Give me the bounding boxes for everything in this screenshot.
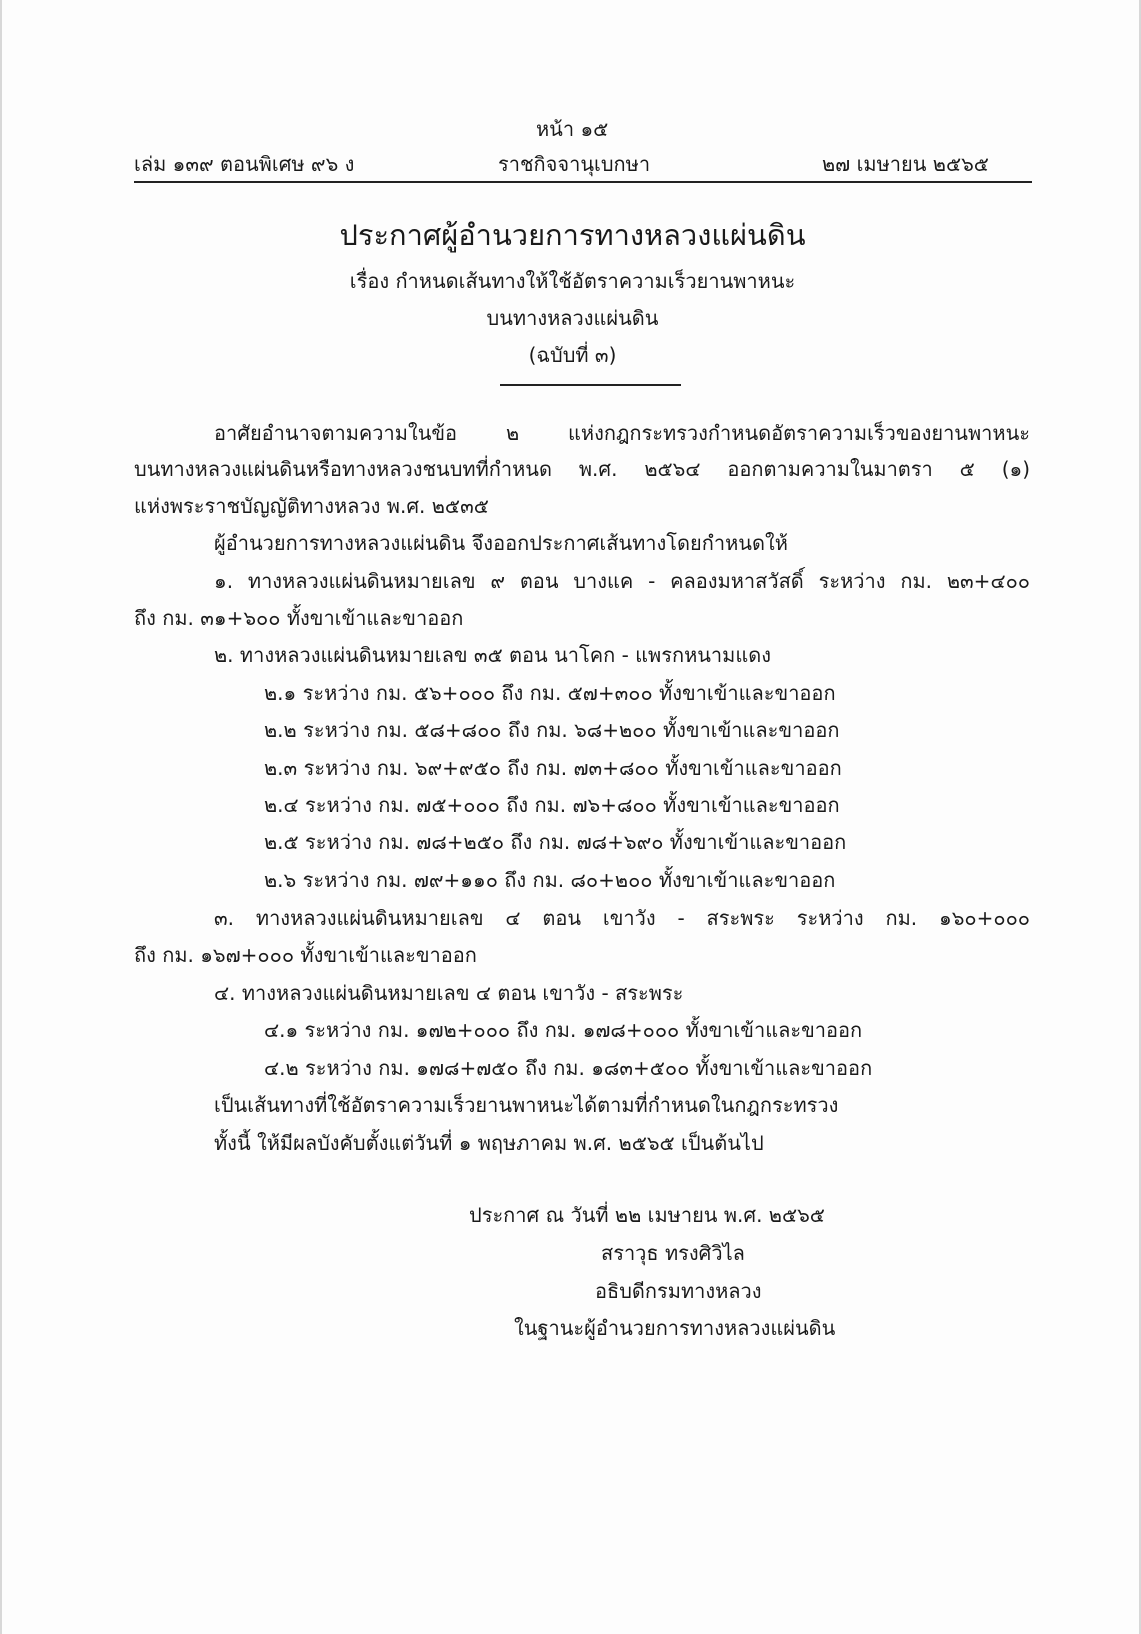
preamble-line-1: อาศัยอำนาจตามความในข้อ ๒ แห่งกฎกระทรวงกำหนดอัตราความเร็วของยานพาหนะ xyxy=(214,421,1030,445)
announcement-date: ประกาศ ณ วันที่ ๒๒ เมษายน พ.ศ. ๒๕๖๕ xyxy=(469,1203,825,1227)
item-1-line-2: ถึง กม. ๓๑+๖๐๐ ทั้งขาเข้าและขาออก xyxy=(134,606,464,630)
item-2-5: ๒.๕ ระหว่าง กม. ๗๘+๒๕๐ ถึง กม. ๗๘+๖๙๐ ทั้งขาเข้าและขาออก xyxy=(264,830,847,854)
volume-info: เล่ม ๑๓๙ ตอนพิเศษ ๙๖ ง xyxy=(134,152,355,176)
subject-line-2: บนทางหลวงแผ่นดิน xyxy=(486,306,659,330)
item-2-4: ๒.๔ ระหว่าง กม. ๗๕+๐๐๐ ถึง กม. ๗๖+๘๐๐ ทั้งขาเข้าและขาออก xyxy=(264,793,840,817)
preamble-line-4: ผู้อำนวยการทางหลวงแผ่นดิน จึงออกประกาศเส้นทางโดยกำหนดให้ xyxy=(214,531,788,555)
signatory-capacity: ในฐานะผู้อำนวยการทางหลวงแผ่นดิน xyxy=(514,1316,836,1340)
item-2-1: ๒.๑ ระหว่าง กม. ๕๖+๐๐๐ ถึง กม. ๕๗+๓๐๐ ทั้งขาเข้าและขาออก xyxy=(264,681,836,705)
closing-line-2: ทั้งนี้ ให้มีผลบังคับตั้งแต่วันที่ ๑ พฤษภาคม พ.ศ. ๒๕๖๕ เป็นต้นไป xyxy=(214,1131,764,1155)
preamble-line-2: บนทางหลวงแผ่นดินหรือทางหลวงชนบทที่กำหนด พ.ศ. ๒๕๖๔ ออกตามความในมาตรา ๕ (๑) xyxy=(134,457,1030,481)
item-2-2: ๒.๒ ระหว่าง กม. ๕๘+๘๐๐ ถึง กม. ๖๘+๒๐๐ ทั้งขาเข้าและขาออก xyxy=(264,718,840,742)
preamble-line-3: แห่งพระราชบัญญัติทางหลวง พ.ศ. ๒๕๓๕ xyxy=(134,494,489,518)
signatory-name: สราวุธ ทรงศิวิไล xyxy=(601,1241,745,1265)
item-4-2: ๔.๒ ระหว่าง กม. ๑๗๘+๗๕๐ ถึง กม. ๑๘๓+๕๐๐ ทั้งขาเข้าและขาออก xyxy=(264,1056,873,1080)
gazette-name: ราชกิจจานุเบกษา xyxy=(498,152,651,176)
item-2-6: ๒.๖ ระหว่าง กม. ๗๙+๑๑๐ ถึง กม. ๘๐+๒๐๐ ทั้งขาเข้าและขาออก xyxy=(264,868,836,892)
item-4-heading: ๔. ทางหลวงแผ่นดินหมายเลข ๔ ตอน เขาวัง - สระพระ xyxy=(214,981,684,1005)
item-1-line-1: ๑. ทางหลวงแผ่นดินหมายเลข ๙ ตอน บางแค - คลองมหาสวัสดิ์ ระหว่าง กม. ๒๓+๔๐๐ xyxy=(214,569,1030,593)
signatory-position: อธิบดีกรมทางหลวง xyxy=(595,1279,762,1303)
edition-number: (ฉบับที่ ๓) xyxy=(528,343,617,367)
item-2-heading: ๒. ทางหลวงแผ่นดินหมายเลข ๓๕ ตอน นาโคก - แพรกหนามแดง xyxy=(214,643,771,667)
page-number: หน้า ๑๕ xyxy=(536,117,609,141)
item-3-line-1: ๓. ทางหลวงแผ่นดินหมายเลข ๔ ตอน เขาวัง - สระพระ ระหว่าง กม. ๑๖๐+๐๐๐ xyxy=(214,906,1030,930)
closing-line-1: เป็นเส้นทางที่ใช้อัตราความเร็วยานพาหนะได้ตามที่กำหนดในกฎกระทรวง xyxy=(214,1093,839,1117)
item-3-line-2: ถึง กม. ๑๖๗+๐๐๐ ทั้งขาเข้าและขาออก xyxy=(134,943,477,967)
title-rule xyxy=(500,384,681,386)
document-title: ประกาศผู้อำนวยการทางหลวงแผ่นดิน xyxy=(339,218,806,252)
publication-date: ๒๗ เมษายน ๒๕๖๕ xyxy=(822,152,989,176)
item-2-3: ๒.๓ ระหว่าง กม. ๖๙+๙๕๐ ถึง กม. ๗๓+๘๐๐ ทั้งขาเข้าและขาออก xyxy=(264,756,842,780)
subject-line-1: เรื่อง กำหนดเส้นทางให้ใช้อัตราความเร็วยานพาหนะ xyxy=(349,269,796,293)
header-rule xyxy=(134,181,1032,183)
item-4-1: ๔.๑ ระหว่าง กม. ๑๗๒+๐๐๐ ถึง กม. ๑๗๘+๐๐๐ ทั้งขาเข้าและขาออก xyxy=(264,1018,863,1042)
